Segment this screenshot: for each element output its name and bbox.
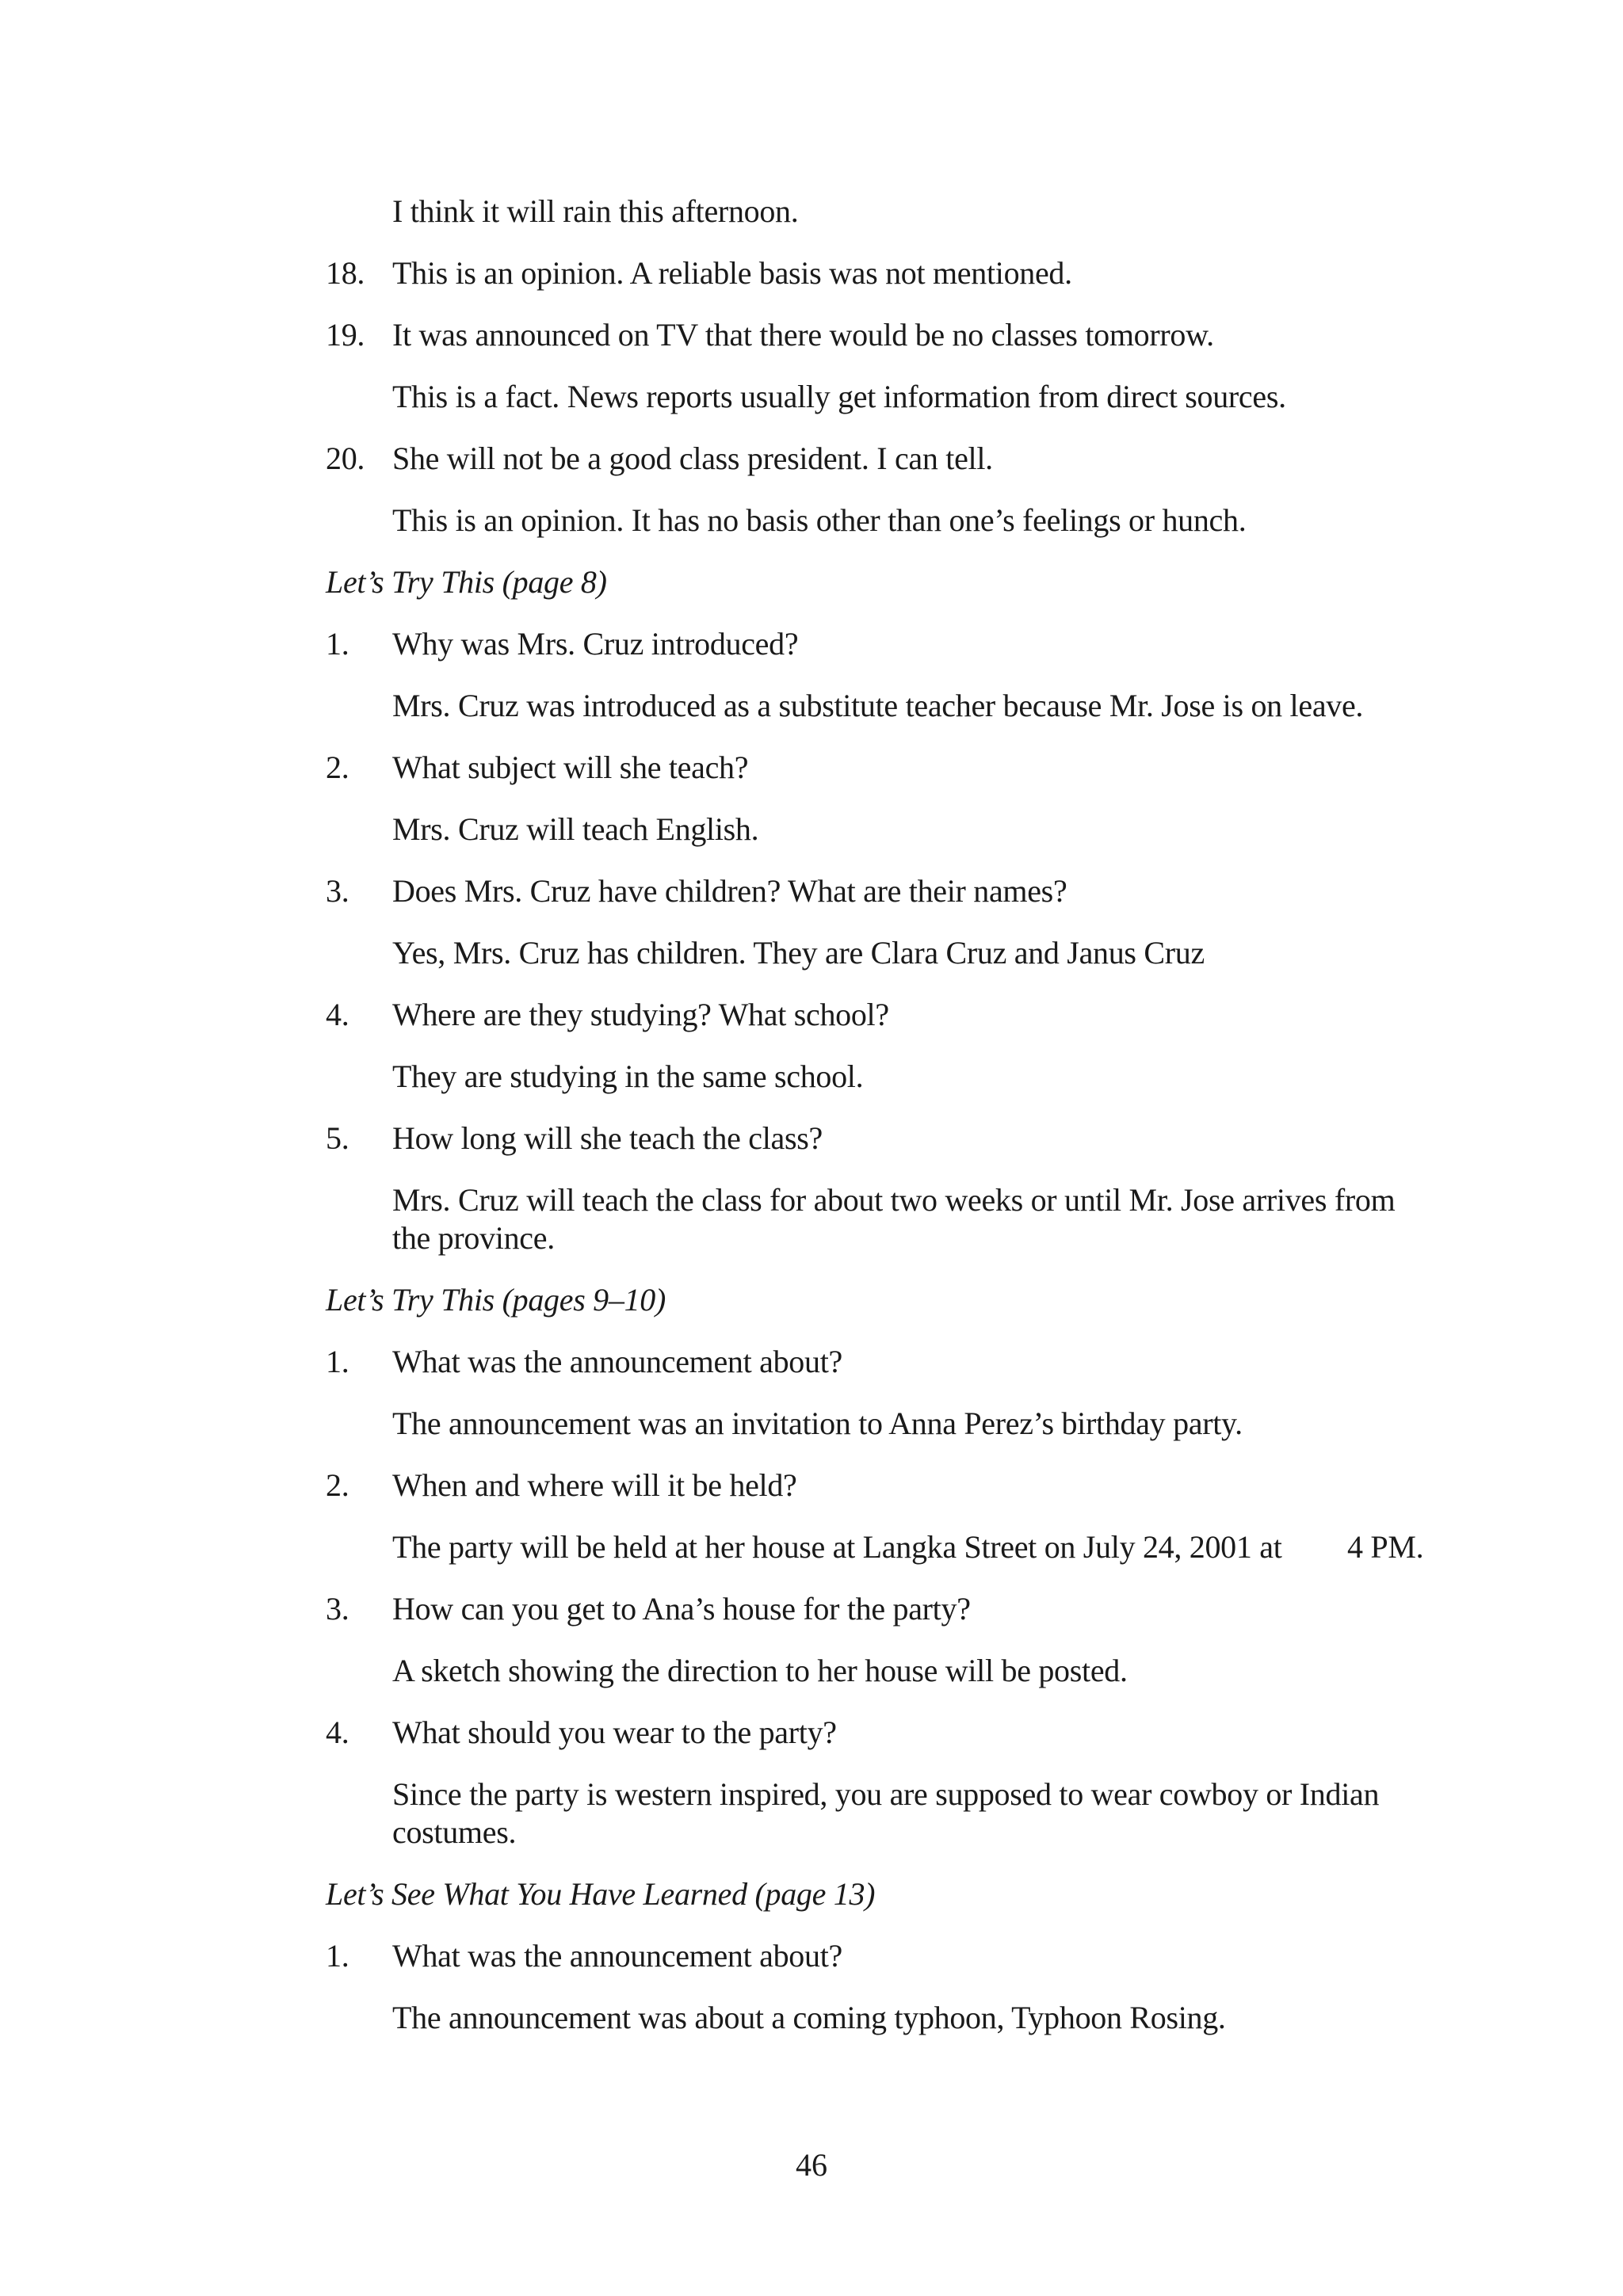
answer-line-tail: 4 PM. — [1347, 1529, 1424, 1565]
answer-line: This is an opinion. It has no basis other than one’s feelings or hunch. — [392, 502, 1247, 538]
question-line: What subject will she teach? — [392, 749, 749, 785]
question-line: How long will she teach the class? — [392, 1120, 823, 1156]
answer-line: This is a fact. News reports usually get information from direct sources. — [392, 379, 1286, 414]
answer-line: A sketch showing the direction to her house will be posted. — [392, 1653, 1128, 1688]
item-number: 4. — [326, 997, 349, 1032]
item-number: 20. — [326, 441, 365, 476]
answer-line: Mrs. Cruz will teach English. — [392, 811, 759, 847]
answer-line: Mrs. Cruz will teach the class for about two weeks or until Mr. Jose arrives from — [392, 1182, 1396, 1218]
question-line: How can you get to Ana’s house for the party? — [392, 1591, 971, 1627]
answer-line: I think it will rain this afternoon. — [392, 193, 799, 229]
item-number: 2. — [326, 1467, 349, 1503]
item-number: 2. — [326, 749, 349, 785]
question-line: What was the announcement about? — [392, 1344, 842, 1379]
item-number: 3. — [326, 873, 349, 909]
answer-line: The party will be held at her house at Langka Street on July 24, 2001 at — [392, 1529, 1282, 1565]
question-line: She will not be a good class president. I can tell. — [392, 441, 993, 476]
item-number: 1. — [326, 1938, 349, 1974]
question-line: It was announced on TV that there would be no classes tomorrow. — [392, 317, 1214, 353]
question-line: What should you wear to the party? — [392, 1714, 837, 1750]
section-heading: Let’s Try This (pages 9–10) — [326, 1282, 666, 1318]
answer-line: This is an opinion. A reliable basis was not mentioned. — [392, 255, 1072, 291]
question-line: Does Mrs. Cruz have children? What are their names? — [392, 873, 1067, 909]
item-number: 1. — [326, 1344, 349, 1379]
question-line: Where are they studying? What school? — [392, 997, 889, 1032]
item-number: 5. — [326, 1120, 349, 1156]
section-heading: Let’s See What You Have Learned (page 13) — [326, 1876, 876, 1912]
item-number: 1. — [326, 626, 349, 662]
item-number: 19. — [326, 317, 365, 353]
answer-line: The announcement was an invitation to Anna Perez’s birthday party. — [392, 1405, 1243, 1441]
answer-line: costumes. — [392, 1814, 517, 1850]
section-heading: Let’s Try This (page 8) — [326, 564, 607, 600]
item-number: 18. — [326, 255, 365, 291]
item-number: 3. — [326, 1591, 349, 1627]
item-number: 4. — [326, 1714, 349, 1750]
answer-line: Since the party is western inspired, you are supposed to wear cowboy or Indian — [392, 1776, 1380, 1812]
answer-line: The announcement was about a coming typhoon, Typhoon Rosing. — [392, 2000, 1226, 2035]
question-line: What was the announcement about? — [392, 1938, 842, 1974]
question-line: Why was Mrs. Cruz introduced? — [392, 626, 799, 662]
page-number: 46 — [796, 2147, 827, 2183]
answer-line: the province. — [392, 1220, 555, 1256]
answer-line: They are studying in the same school. — [392, 1058, 864, 1094]
question-line: When and where will it be held? — [392, 1467, 797, 1503]
answer-line: Mrs. Cruz was introduced as a substitute teacher because Mr. Jose is on leave. — [392, 688, 1364, 723]
answer-line: Yes, Mrs. Cruz has children. They are Clara Cruz and Janus Cruz — [392, 935, 1205, 971]
